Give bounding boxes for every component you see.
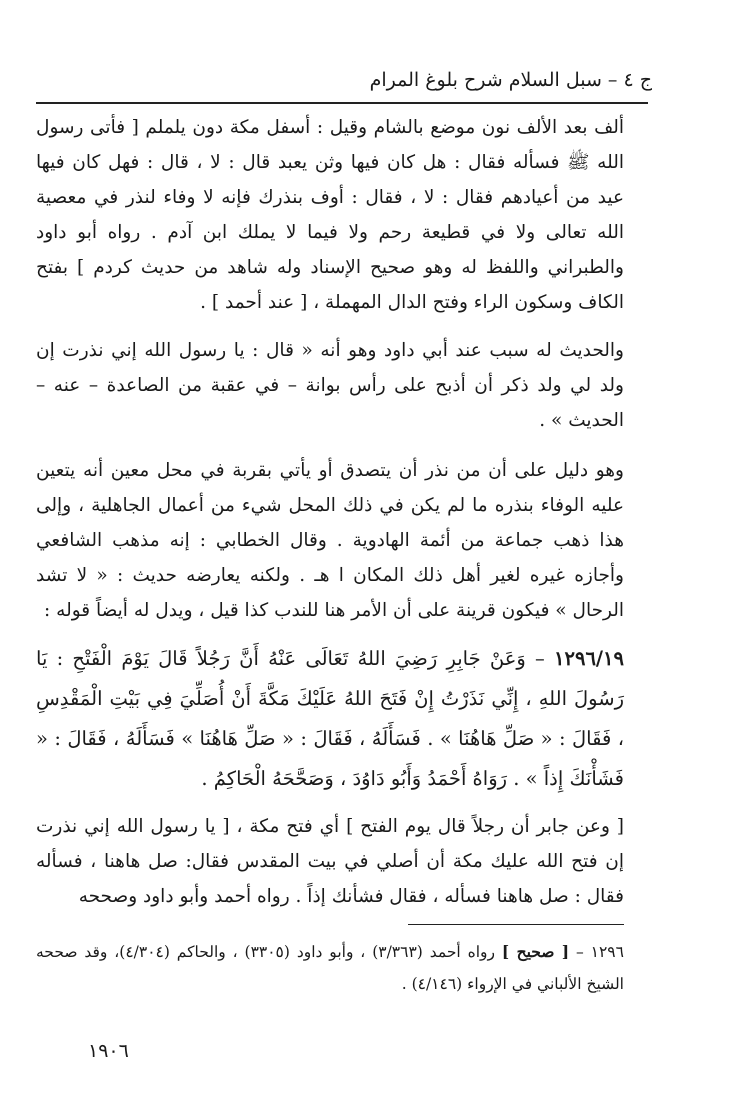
paragraph-1: ألف بعد الألف نون موضع بالشام وقيل : أسفل مكة دون يلملم [ فأتى رسول الله ﷺ فسأله فقال : هل كان فيها وثن يعبد قال : لا ، قال : فهل كان فيها عيد من أعيادهم فقال : لا ، فقال : أوف بنذرك فإنه لا وفاء لنذر في معصية الله تعالى ولا في قطيعة رحم ولا فيما لا يملك ابن آدم . رواه أبو داود والطبراني واللفظ له وهو صحيح الإسناد وله شاهد من حديث كردم ] بفتح الكاف وسكون الراء وفتح الدال المهملة ، [ عند أحمد ] .: [36, 117, 624, 313]
hadith-number: ١٢٩٦/١٩: [554, 647, 624, 670]
paragraph-3: وهو دليل على أن من نذر أن يتصدق أو يأتي بقربة في محل معين أنه يتعين عليه الوفاء بنذره ما لم يكن في ذلك المحل شيء من أعمال الجاهلية ، وإلى هذا ذهب جماعة من أئمة الهادوية . وقال الخطابي : إنه مذهب الشافعي وأجازه غيره لغير أهل ذلك المكان ا هـ . ولكنه يعارضه حديث : « لا تشد الرحال » فيكون قرينة على أن الأمر هنا للندب كذا قيل ، ويدل له أيضاً قوله :: [36, 460, 624, 621]
footnote-grade: [ صحيح ]: [501, 942, 570, 961]
paragraph-2: والحديث له سبب عند أبي داود وهو أنه « قال : يا رسول الله إني نذرت إن ولد لي ولد ذكر أن أذبح على رأس بوانة – في عقبة من الصاعدة – عنه – الحديث » .: [36, 340, 624, 431]
footnote-text: رواه أحمد (٣/٣٦٣) ، وأبو داود (٣٣٠٥) ، والحاكم (٤/٣٠٤)، وقد صححه الشيخ الألباني في الإرواء (٤/١٤٦) .: [36, 943, 624, 993]
footnote: [36, 936, 624, 1000]
header-rule: [36, 102, 648, 104]
hadith-text: – وَعَنْ جَابِرِ رَضِيَ اللهُ تَعَالَى عَنْهُ أَنَّ رَجُلاً قَالَ يَوْمَ الْفَتْحِ : يَا رَسُولَ اللهِ ، إِنِّي نَذَرْتُ إِنْ فَتَحَ اللهُ عَلَيْكَ مَكَّةَ أَنْ أُصَلِّيَ فِي بَيْتِ الْمَقْدِسِ ، فَقَالَ : « صَلِّ هَاهُنَا » . فَسَأَلَهُ ، فَقَالَ : « صَلِّ هَاهُنَا » فَسَأَلَهُ ، فَقَالَ : « فَشَأْنَكَ إِذاً » . رَوَاهُ أَحْمَدُ وَأَبُو دَاوُدَ ، وَصَحَّحَهُ الْحَاكِمُ .: [36, 647, 624, 790]
footnote-number: ١٢٩٦ –: [576, 943, 624, 961]
page-body: [36, 110, 624, 917]
commentary-paragraph: [ وعن جابر أن رجلاً قال يوم الفتح ] أي فتح مكة ، [ يا رسول الله إني نذرت إن فتح الله عليك مكة أن أصلي في بيت المقدس فقال: صل هاهنا ، فسأله فقال : صل هاهنا فسأله ، فقال فشأنك إذاً . رواه أحمد وأبو داود وصححه: [36, 816, 624, 907]
running-head: ج ٤ – سبل السلام شرح بلوغ المرام: [369, 69, 652, 91]
hadith-block: [36, 639, 624, 799]
page-number: ١٩٠٦: [88, 1040, 129, 1062]
footnote-rule: [408, 924, 624, 925]
